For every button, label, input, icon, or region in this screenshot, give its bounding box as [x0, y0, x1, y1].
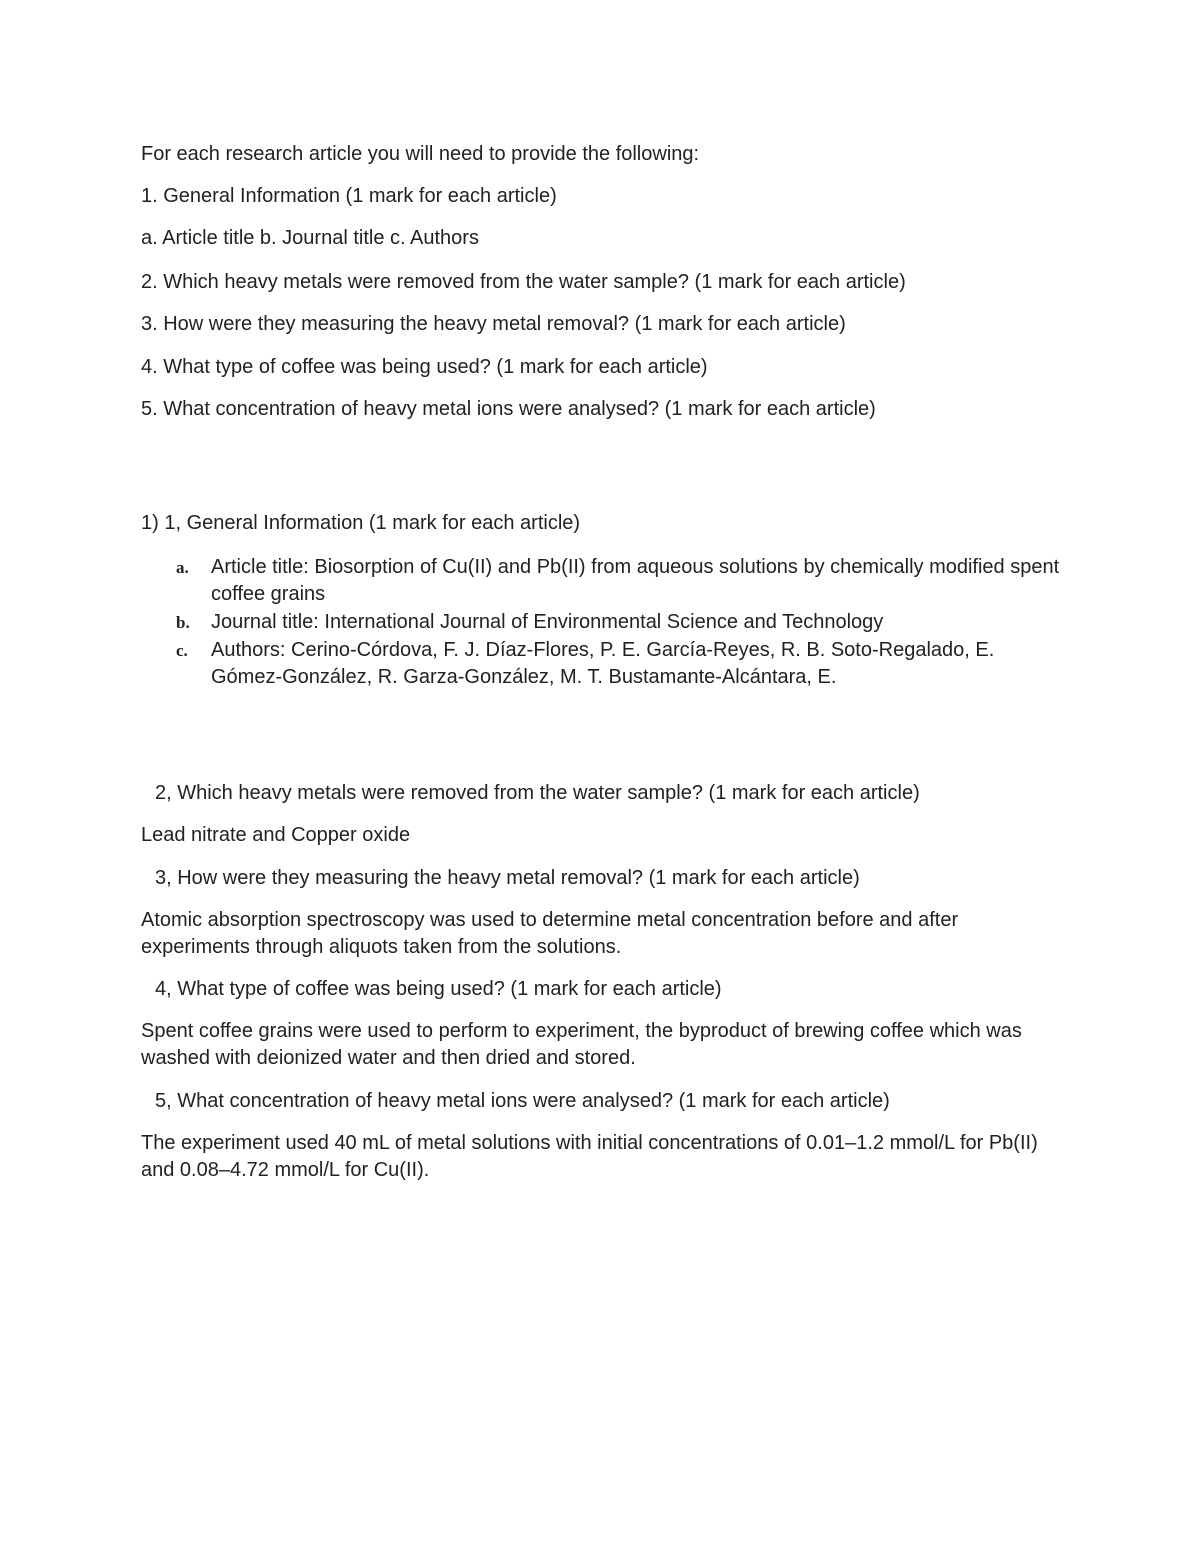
- answer-4: Spent coffee grains were used to perform to experiment, the byproduct of brewing coffee which was washed with deionized water and then dried and stored.: [141, 1020, 1022, 1069]
- instruction-item: 4. What type of coffee was being used? (1 mark for each article): [141, 356, 708, 378]
- sub-item-text: Article title: Biosorption of Cu(II) and Pb(II) from aqueous solutions by chemically modified spent coffee grains: [211, 556, 1060, 605]
- sub-item-article-title: [176, 554, 1061, 608]
- sub-item-authors: [176, 637, 1061, 691]
- answer-2: Lead nitrate and Copper oxide: [141, 824, 411, 846]
- instruction-item: 3. How were they measuring the heavy metal removal? (1 mark for each article): [141, 313, 846, 335]
- question-4: 4, What type of coffee was being used? (1 mark for each article): [155, 978, 722, 1000]
- sub-item-text: Authors: Cerino-Córdova, F. J. Díaz-Flores, P. E. García-Reyes, R. B. Soto-Regalado, E. Gómez-González, R. Garza-González, M. T. Bustamante-Alcántara, E.: [211, 639, 995, 688]
- instruction-item: 2. Which heavy metals were removed from the water sample? (1 mark for each article): [141, 271, 906, 293]
- sub-item-journal-title: [176, 609, 1061, 636]
- answer-general-heading: 1) 1, General Information (1 mark for each article): [141, 512, 581, 534]
- sub-item-marker: b.: [176, 613, 190, 632]
- question-2: 2, Which heavy metals were removed from the water sample? (1 mark for each article): [155, 782, 920, 804]
- instructions-intro: For each research article you will need to provide the following:: [141, 143, 700, 165]
- instruction-item: 5. What concentration of heavy metal ions were analysed? (1 mark for each article): [141, 398, 876, 420]
- instruction-item: 1. General Information (1 mark for each article): [141, 185, 557, 207]
- question-5: 5, What concentration of heavy metal ions were analysed? (1 mark for each article): [155, 1090, 890, 1112]
- sub-item-marker: a.: [176, 558, 189, 577]
- answer-3: Atomic absorption spectroscopy was used to determine metal concentration before and after experiments through aliquots taken from the solutions.: [141, 909, 959, 958]
- question-3: 3, How were they measuring the heavy metal removal? (1 mark for each article): [155, 867, 860, 889]
- instruction-item: a. Article title b. Journal title c. Authors: [141, 227, 479, 249]
- answer-5: The experiment used 40 mL of metal solutions with initial concentrations of 0.01–1.2 mmol/L for Pb(II) and 0.08–4.72 mmol/L for Cu(II).: [141, 1132, 1038, 1181]
- sub-item-text: Journal title: International Journal of Environmental Science and Technology: [211, 611, 884, 633]
- sub-item-marker: c.: [176, 641, 188, 660]
